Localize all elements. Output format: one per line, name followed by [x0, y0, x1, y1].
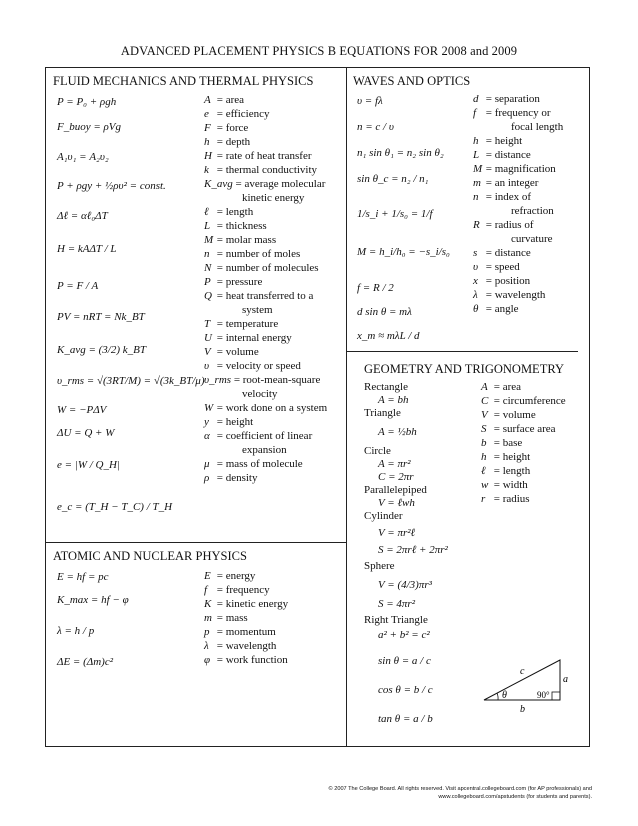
definition-symbol: L [473, 149, 480, 161]
definition-text: = work done on a system [216, 402, 328, 414]
fluid-definitions [204, 93, 327, 485]
definition-text: = base [493, 437, 523, 449]
definition-text: = momentum [216, 626, 276, 638]
fluid-heading: FLUID MECHANICS AND THERMAL PHYSICS [53, 74, 314, 88]
angle-arc [497, 693, 498, 700]
definition-row [204, 107, 327, 121]
definition-symbol: W [204, 402, 214, 414]
waves-definitions [473, 92, 563, 316]
circle-label: Circle [364, 445, 391, 457]
definition-symbol: ℓ [204, 206, 209, 218]
definition-symbol: R [473, 219, 480, 231]
definition-text: = radius [493, 493, 530, 505]
definition-row [204, 219, 327, 233]
definition-symbol: h [481, 451, 487, 463]
definition-symbol: λ [473, 289, 478, 301]
definition-continuation: kinetic energy [242, 192, 305, 204]
fluid-eq: P = P₀ + ρgh [57, 96, 117, 108]
triangle-label: Triangle [364, 407, 401, 419]
definition-symbol: V [204, 346, 211, 358]
definition-text: = distance [485, 247, 531, 259]
definition-text: = length [216, 206, 254, 218]
definition-row [473, 246, 563, 260]
definition-row [481, 436, 566, 450]
fluid-eq: υ_rms = √(3RT/M) = √(3k_BT/μ) [57, 375, 205, 387]
definition-row [204, 163, 327, 177]
definition-text: = pressure [216, 276, 263, 288]
circle-circ-eq: C = 2πr [378, 471, 414, 483]
definition-symbol: υ [473, 261, 479, 273]
definition-row [481, 380, 566, 394]
fluid-eq: W = −PΔV [57, 404, 107, 416]
definition-text: = number of molecules [216, 262, 319, 274]
definition-symbol: ρ [204, 472, 210, 484]
definition-text: = heat transferred to a [216, 290, 314, 302]
definition-symbol: Q [204, 290, 212, 302]
definition-row [204, 345, 327, 359]
definition-symbol: C [481, 395, 489, 407]
definition-row [204, 625, 288, 639]
sphere-label: Sphere [364, 560, 395, 572]
definition-text: = an integer [485, 177, 539, 189]
fluid-eq: ΔU = Q + W [57, 427, 115, 439]
definition-row [204, 247, 327, 261]
definition-symbol: A [204, 94, 211, 106]
definition-text: = height [216, 416, 254, 428]
definition-text: = magnification [485, 163, 556, 175]
copyright-footer [329, 785, 592, 801]
fluid-eq: e = |W / Q_H| [57, 459, 120, 471]
definition-symbol: μ [204, 458, 210, 470]
definition-symbol: r [481, 493, 486, 505]
definition-text: = distance [485, 149, 531, 161]
definition-text: = index of [485, 191, 532, 203]
atomic-eq: λ = h / p [57, 625, 95, 637]
cylinder-surface-eq: S = 2πrℓ + 2πr² [378, 544, 448, 556]
atomic-eq: ΔE = (Δm)c² [57, 656, 114, 668]
definition-text: = radius of [485, 219, 534, 231]
definition-symbol: N [204, 262, 212, 274]
definition-continuation: system [242, 304, 273, 316]
side-c-label: c [520, 666, 525, 677]
geometry-definitions [481, 380, 566, 506]
right-section-divider [346, 351, 578, 352]
definition-symbol: V [481, 409, 488, 421]
definition-symbol: E [204, 570, 211, 582]
right-angle-label: 90° [537, 690, 550, 700]
definition-row [204, 233, 327, 247]
page-title: ADVANCED PLACEMENT PHYSICS B EQUATIONS FOR 2008 and 2009 [120, 44, 518, 58]
definition-row [204, 471, 327, 485]
definition-row [481, 450, 566, 464]
atomic-heading: ATOMIC AND NUCLEAR PHYSICS [53, 549, 247, 563]
definition-text: = thermal conductivity [216, 164, 318, 176]
definition-row [204, 611, 288, 625]
definition-symbol: d [473, 93, 479, 105]
definition-text: = work function [216, 654, 288, 666]
definition-row [481, 478, 566, 492]
definition-row [204, 429, 327, 443]
definition-row [473, 176, 563, 190]
definition-row [204, 583, 288, 597]
definition-symbol: θ [473, 303, 479, 315]
theta-label: θ [502, 690, 507, 701]
definition-continuation: curvature [511, 233, 553, 245]
definition-row [473, 274, 563, 288]
parallelepiped-eq: V = ℓwh [378, 497, 415, 509]
definition-text: = force [216, 122, 249, 134]
fluid-eq: e_c = (T_H − T_C) / T_H [57, 501, 173, 513]
definition-symbol: p [204, 626, 210, 638]
definition-symbol: F [204, 122, 211, 134]
definition-text: = position [485, 275, 531, 287]
definition-row [481, 464, 566, 478]
triangle-eq: A = ½bh [378, 426, 417, 438]
definition-row [204, 149, 327, 163]
fluid-eq: Δℓ = αℓ₀ΔT [57, 210, 108, 222]
side-a-label: a [563, 674, 568, 685]
definition-symbol: λ [204, 640, 209, 652]
waves-heading: WAVES AND OPTICS [353, 74, 471, 88]
rectangle-eq: A = bh [378, 394, 409, 406]
geometry-formulas [364, 381, 448, 726]
definition-symbol: s [473, 247, 478, 259]
definition-symbol: e [204, 108, 209, 120]
fluid-eq: PV = nRT = Nk_BT [57, 311, 145, 323]
definition-text: = angle [485, 303, 519, 315]
definition-text: = frequency [216, 584, 270, 596]
definition-row [204, 401, 327, 415]
fluid-eq: A₁υ₁ = A₂υ₂ [57, 151, 109, 163]
definition-symbol: n [473, 191, 479, 203]
fluid-eq: P = F / A [57, 280, 99, 292]
geometry-heading: GEOMETRY AND TRIGONOMETRY [364, 362, 565, 376]
definition-row [473, 218, 563, 232]
definition-symbol: k [204, 164, 209, 176]
waves-eq: d sin θ = mλ [357, 306, 412, 318]
footer-line-2: www.collegeboard.com/apstudents (for students and parents). [438, 794, 592, 800]
definition-symbol: h [204, 136, 210, 148]
definition-row [204, 177, 327, 191]
definition-text: = mass of molecule [216, 458, 303, 470]
definition-symbol: υ_rms [204, 374, 232, 386]
waves-eq: 1/s_i + 1/s₀ = 1/f [357, 208, 433, 220]
definition-text: = root-mean-square [233, 374, 321, 386]
definition-text: = density [216, 472, 258, 484]
definition-row [204, 569, 288, 583]
rectangle-label: Rectangle [364, 381, 408, 393]
definition-row [204, 373, 327, 387]
definition-row [473, 134, 563, 148]
definition-row [204, 415, 327, 429]
definition-text: = thickness [216, 220, 267, 232]
definition-text: = area [493, 381, 522, 393]
side-b-label: b [520, 704, 525, 715]
fluid-eq: F_buoy = ρVg [57, 121, 122, 133]
definition-row [473, 260, 563, 274]
waves-eq: n₁ sin θ₁ = n₂ sin θ₂ [357, 147, 444, 159]
definition-text: = energy [216, 570, 256, 582]
definition-row [204, 205, 327, 219]
definition-symbol: m [204, 612, 212, 624]
definition-row [473, 190, 563, 204]
definition-row [204, 597, 288, 611]
sphere-surface-eq: S = 4πr² [378, 598, 416, 610]
definition-text: = velocity or speed [216, 360, 301, 372]
definition-symbol: P [204, 276, 211, 288]
definition-symbol: M [473, 163, 483, 175]
right-angle-marker [552, 692, 560, 700]
fluid-eq: H = kAΔT / L [57, 243, 117, 255]
definition-row [481, 422, 566, 436]
definition-row [204, 331, 327, 345]
waves-eq: sin θ_c = n₂ / n₁ [357, 173, 429, 185]
definition-text: = area [216, 94, 245, 106]
definition-text: = wavelength [485, 289, 546, 301]
definition-text: = mass [216, 612, 248, 624]
definition-row [481, 394, 566, 408]
left-section-divider [45, 542, 347, 543]
circle-area-eq: A = πr² [378, 458, 411, 470]
definition-row [481, 408, 566, 422]
definition-text: = volume [493, 409, 536, 421]
definition-row [481, 492, 566, 506]
definition-text: = volume [216, 346, 259, 358]
footer-line-1: © 2007 The College Board. All rights reserved. Visit apcentral.collegeboard.com (for AP professionals) and [328, 786, 592, 792]
definition-symbol: υ [204, 360, 210, 372]
definition-text: = kinetic energy [216, 598, 289, 610]
sphere-volume-eq: V = (4/3)πr³ [378, 579, 432, 591]
column-divider [346, 67, 347, 747]
definition-continuation: focal length [511, 121, 564, 133]
definition-symbol: φ [204, 654, 211, 666]
tangent-eq: tan θ = a / b [378, 713, 433, 725]
fluid-eq: P + ρgy + ½ρυ² = const. [57, 180, 166, 192]
waves-eq: M = h_i/h₀ = −s_i/s₀ [357, 246, 450, 258]
definition-text: = wavelength [216, 640, 277, 652]
definition-symbol: b [481, 437, 487, 449]
definition-row [473, 106, 563, 120]
atomic-eq: E = hf = pc [57, 571, 109, 583]
definition-row [204, 639, 288, 653]
waves-eq: υ = fλ [357, 95, 383, 107]
definition-row [204, 93, 327, 107]
definition-symbol: T [204, 318, 211, 330]
definition-text: = frequency or [485, 107, 551, 119]
waves-eq: n = c / υ [357, 121, 394, 133]
definition-text: = molar mass [216, 234, 277, 246]
definition-row [204, 289, 327, 303]
definition-row [204, 275, 327, 289]
atomic-eq: K_max = hf − φ [57, 594, 129, 606]
definition-continuation: expansion [242, 444, 287, 456]
definition-text: = surface area [493, 423, 556, 435]
definition-row [204, 121, 327, 135]
definition-row [473, 302, 563, 316]
pythagorean-eq: a² + b² = c² [378, 629, 430, 641]
definition-symbol: L [204, 220, 211, 232]
definition-text: = coefficient of linear [216, 430, 313, 442]
waves-eq: x_m ≈ mλL / d [357, 330, 420, 342]
definition-text: = efficiency [216, 108, 270, 120]
definition-row [473, 162, 563, 176]
definition-text: = width [493, 479, 528, 491]
definition-symbol: M [204, 234, 214, 246]
parallelepiped-label: Parallelepiped [364, 484, 427, 496]
definition-symbol: A [481, 381, 488, 393]
sine-eq: sin θ = a / c [378, 655, 431, 667]
definition-text: = temperature [216, 318, 279, 330]
definition-symbol: w [481, 479, 489, 491]
atomic-definitions [204, 569, 288, 667]
cylinder-volume-eq: V = πr²ℓ [378, 527, 416, 539]
cosine-eq: cos θ = b / c [378, 684, 433, 696]
definition-text: = separation [485, 93, 540, 105]
definition-row [473, 288, 563, 302]
definition-row [204, 135, 327, 149]
definition-symbol: H [204, 150, 212, 162]
definition-row [473, 92, 563, 106]
definition-symbol: K [204, 598, 212, 610]
definition-symbol: h [473, 135, 479, 147]
definition-symbol: S [481, 423, 487, 435]
definition-symbol: x [473, 275, 478, 287]
definition-text: = number of moles [216, 248, 301, 260]
definition-text: = length [493, 465, 531, 477]
definition-symbol: f [473, 107, 477, 119]
definition-symbol: U [204, 332, 212, 344]
definition-row [204, 457, 327, 471]
definition-symbol: α [204, 430, 210, 442]
definition-continuation: velocity [242, 388, 278, 400]
definition-row [473, 148, 563, 162]
definition-row [204, 359, 327, 373]
definition-continuation: refraction [511, 205, 554, 217]
fluid-eq: K_avg = (3/2) k_BT [57, 344, 146, 356]
definition-symbol: ℓ [481, 465, 486, 477]
definition-symbol: f [204, 584, 208, 596]
cylinder-label: Cylinder [364, 510, 403, 522]
definition-symbol: n [204, 248, 210, 260]
definition-text: = rate of heat transfer [216, 150, 312, 162]
definition-text: = speed [485, 261, 520, 273]
definition-row [204, 261, 327, 275]
definition-row [204, 653, 288, 667]
waves-eq: f = R / 2 [357, 282, 394, 294]
definition-text: = average molecular [235, 178, 326, 190]
definition-symbol: y [204, 416, 209, 428]
definition-text: = depth [216, 136, 251, 148]
right-triangle-label: Right Triangle [364, 614, 428, 626]
definition-row [204, 317, 327, 331]
definition-text: = circumference [493, 395, 566, 407]
definition-symbol: K_avg [204, 178, 233, 190]
definition-text: = height [485, 135, 523, 147]
definition-symbol: m [473, 177, 481, 189]
definition-text: = height [493, 451, 531, 463]
right-triangle-diagram [478, 656, 573, 715]
definition-text: = internal energy [216, 332, 292, 344]
